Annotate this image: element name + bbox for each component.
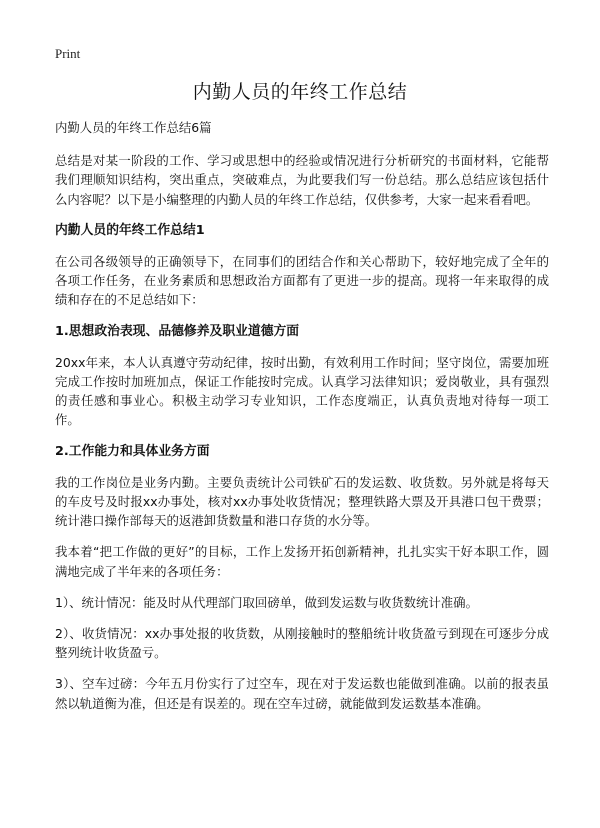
section-paragraph: 在公司各级领导的正确领导下，在同事们的团结合作和关心帮助下，较好地完成了全年的各项工作任务，在业务素质和思想政治方面都有了更进一步的提高。现将一年来取得的成绩和存在的不足总结如下：: [55, 254, 549, 308]
print-label: Print: [55, 46, 81, 61]
subsection-2-paragraph-1: 我的工作岗位是业务内勤。主要负责统计公司铁矿石的发运数、收货数。另外就是将每天的车皮号及时报xx办事处，核对xx办事处收货情况；整理铁路大票及开具港口包干费票；统计港口操作部每天的返港卸货数量和港口存货的水分等。: [55, 474, 549, 529]
document-body: [55, 118, 549, 713]
intro-paragraph: 总结是对某一阶段的工作、学习或思想中的经验或情况进行分析研究的书面材料，它能帮我们理顺知识结构，突出重点，突破难点，为此要我们写一份总结。那么总结应该包括什么内容呢？以下是小编整理的内勤人员的年终工作总结，仅供参考，大家一起来看看吧。: [55, 153, 549, 207]
list-item-3: 3）、空车过磅：今年五月份实行了过空车，现在对于发运数也能做到准确。以前的报表虽然以轨道衡为准，但还是有误差的。现在空车过磅，就能做到发运数基本准确。: [55, 676, 549, 711]
subsection-heading-1: 1.思想政治表现、品德修养及职业道德方面: [55, 323, 300, 339]
subsection-heading-2: 2.工作能力和具体业务方面: [55, 443, 210, 459]
subsection-2-paragraph-2: 我本着“把工作做的更好”的目标，工作上发扬开拓创新精神，扎扎实实干好本职工作，圆满地完成了半年来的各项任务：: [55, 544, 549, 579]
section-heading: 内勤人员的年终工作总结1: [55, 222, 205, 238]
document-subtitle: 内勤人员的年终工作总结6篇: [55, 120, 212, 135]
subsection-1-paragraph: 20xx年来，本人认真遵守劳动纪律，按时出勤，有效利用工作时间；坚守岗位，需要加班完成工作按时加班加点，保证工作能按时完成。认真学习法律知识；爱岗敬业，具有强烈的责任感和事业心。积极主动学习专业知识，工作态度端正，认真负责地对待每一项工作。: [55, 354, 549, 428]
list-item-1: 1）、统计情况：能及时从代理部门取回磅单，做到发运数与收货数统计准确。: [55, 594, 478, 610]
list-item-2: 2）、收货情况：xx办事处报的收货数，从刚接触时的整船统计收货盈亏到现在可逐步分成整列统计收货盈亏。: [55, 626, 549, 661]
page-title: 内勤人员的年终工作总结: [192, 81, 408, 103]
